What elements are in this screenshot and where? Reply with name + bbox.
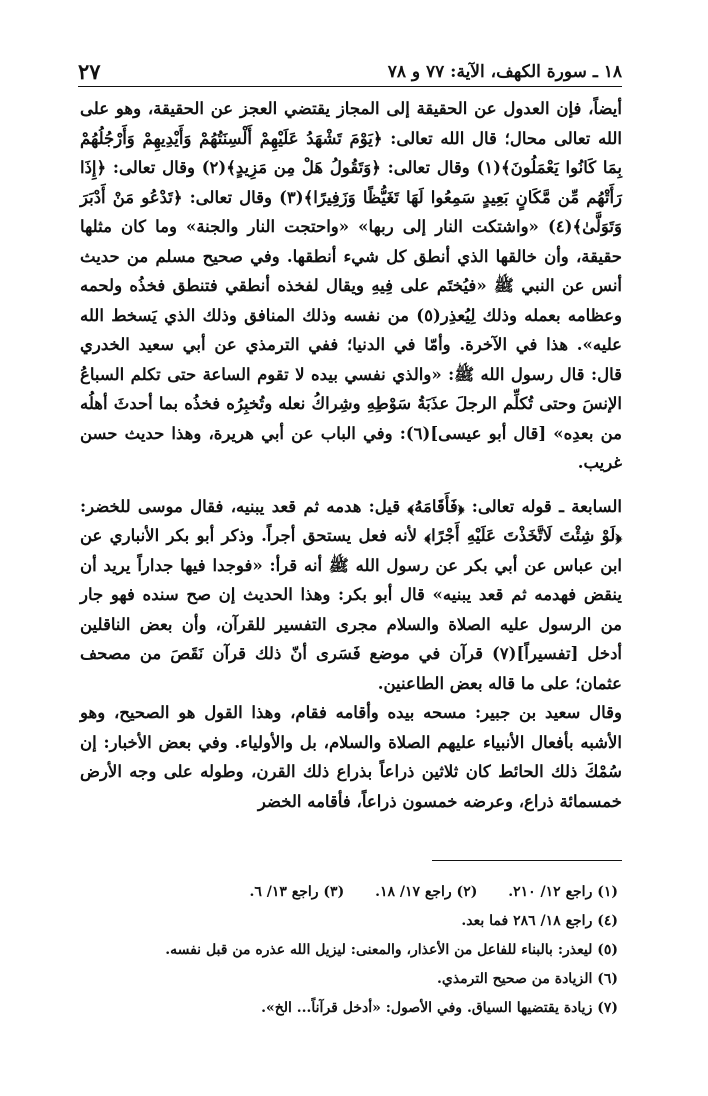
page-header [78,56,622,87]
footnote-1: (١) راجع ١٢/ ٢١٠. [508,884,618,900]
main-text [80,94,622,816]
footnote-4: (٤) راجع ١٨/ ٢٨٦ فما بعد. [461,913,618,929]
footnote-6: (٦) الزيادة من صحيح الترمذي. [436,971,618,987]
paragraph-2: السابعة ـ قوله تعالى: ﴿فَأَقَامَهُ﴾ قيل: هدمه ثم قعد يبنيه، فقال موسى للخضر: ﴿لَوْ شِئْتَ لَاتَّخَذْتَ عَلَيْهِ أَجْرًا﴾ لأنه فعل يستحق أجراً. وذكر أبو بكر الأنباري عن ابن عباس عن أبي بكر عن رسول الله ﷺ أنه قرأ: «فوجدا فيها جداراً يريد أن ينقض فهدمه ثم قعد يبنيه» قال أبو بكر: وهذا الحديث إن صح سنده فهو جار من الرسول عليه الصلاة والسلام مجرى التفسير للقرآن، وأن بعض الناقلين أدخل [تفسيراً](٧) قرآن في موضع فَسَرى أنّ ذلك قرآن نَقَصَ من مصحف عثمان؛ على ما قاله بعض الطاعنين. [80,496,623,693]
footnote-3: (٣) راجع ١٣/ ٦. [249,884,345,900]
footnote-7: (٧) زيادة يقتضيها السياق. وفي الأصول: «أدخل قرآناً... الخ». [261,1000,618,1016]
footnotes [80,878,618,1023]
footnote-separator [432,860,622,861]
page-number: ٢٧ [78,59,101,84]
paragraph-1: أيضاً، فإن العدول عن الحقيقة إلى المجاز يقتضي العجز عن الحقيقة، وهو على الله تعالى محال؛ قال الله تعالى: ﴿يَوْمَ تَشْهَدُ عَلَيْهِمْ أَلْسِنَتُهُمْ وَأَيْدِيهِمْ وَأَرْجُلُهُمْ بِمَا كَانُوا يَعْمَلُونَ﴾(١) وقال تعالى: ﴿وَتَقُولُ هَلْ مِن مَزِيدٍ﴾(٢) وقال تعالى: ﴿إِذَا رَأَتْهُم مِّن مَّكَانٍ بَعِيدٍ سَمِعُوا لَهَا تَغَيُّظًا وَزَفِيرًا﴾(٣) وقال تعالى: ﴿تَدْعُو مَنْ أَدْبَرَ وَتَوَلَّىٰ﴾(٤) «واشتكت النار إلى ربها» «واحتجت النار والجنة» وما كان مثلها حقيقة، وأن خالقها الذي أنطق كل شيء أنطقها. وفي صحيح مسلم من حديث أنس عن النبي ﷺ «فيُختَم على فِيهِ ويقال لفخذه أنطقي فتنطق فخذُه ولحمه وعظامه بعمله وذلك لِيُعذِر(٥) من نفسه وذلك المنافق وذلك الذي يَسخط الله عليه». هذا في الآخرة. وأمّا في الدنيا؛ ففي الترمذي عن أبي سعيد الخدري قال: قال رسول الله ﷺ: «والذي نفسي بيده لا تقوم الساعة حتى تكلم السباعُ الإنسَ وحتى تُكلِّم الرجلَ عذَبَةُ سَوْطِهِ وشِراكُ نعله وتُخبِرُه فخذُه بما أحدثَ أهلُه من بعدِه» [قال أبو عيسى](٦): وفي الباب عن أبي هريرة، وهذا حديث حسن غريب. [80,99,623,472]
footnote-5: (٥) ليعذر: بالبناء للفاعل من الأعذار، والمعنى: ليزيل الله عذره من قبل نفسه. [165,942,618,958]
footnote-row-1 [80,878,618,907]
footnote-2: (٢) راجع ١٧/ ١٨. [375,884,478,900]
paragraph-3: وقال سعيد بن جبير: مسحه بيده وأقامه فقام، وهذا القول هو الصحيح، وهو الأشبه بأفعال الأنبياء عليهم الصلاة والسلام، بل والأولياء. وفي بعض الأخبار: إن سُمْكَ ذلك الحائط كان ثلاثين ذراعاً بذراع ذلك القرن، وطوله على وجه الأرض خمسمائة ذراع، وعرضه خمسون ذراعاً، فأقامه الخضر [80,703,622,811]
running-title: ١٨ ـ سورة الكهف، الآية: ٧٧ و ٧٨ [387,62,622,82]
